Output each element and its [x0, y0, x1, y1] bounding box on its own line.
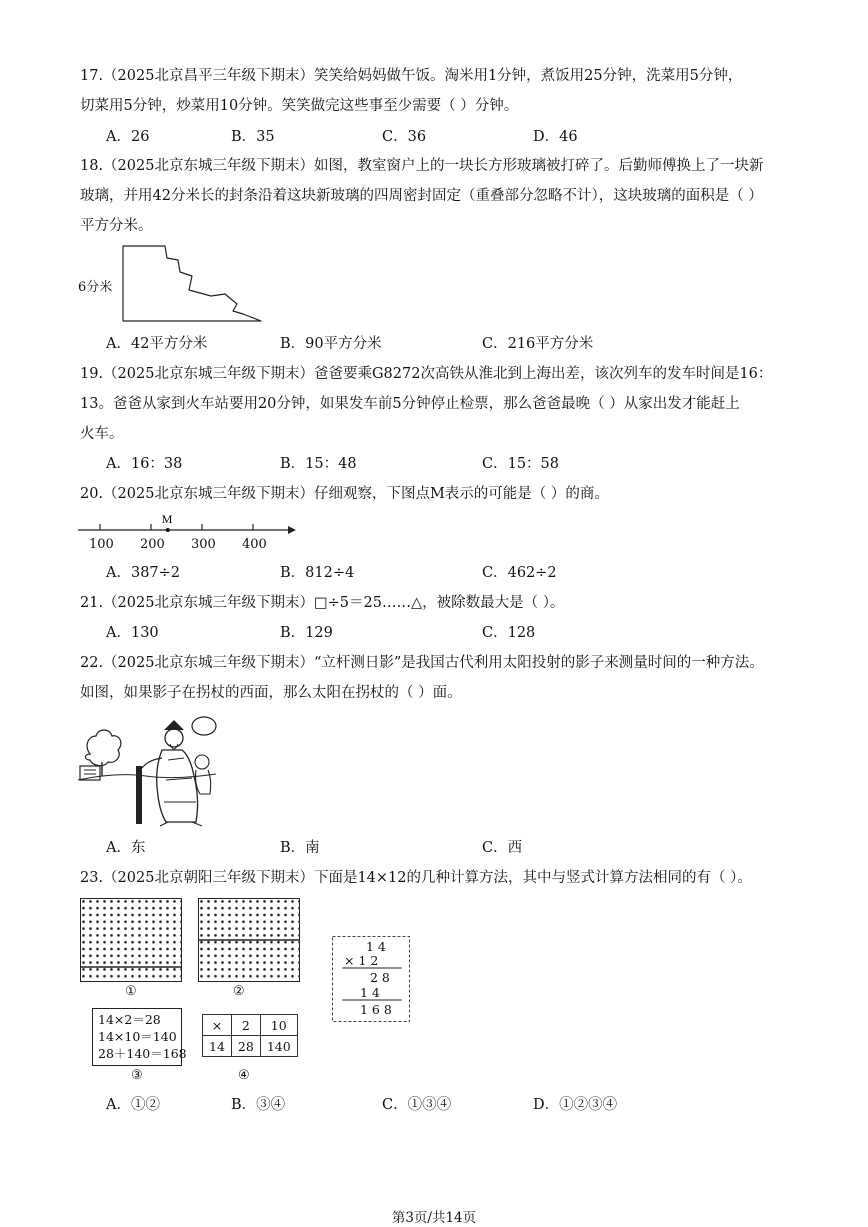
q22-text-line1: 22.（2025北京东城三年级下期末）“立杆测日影”是我国古代利用太阳投射的影子来测量时间的一种方法。: [80, 655, 764, 671]
q22-option-b[interactable]: B．南: [280, 840, 320, 856]
q18-option-a[interactable]: A．42平方分米: [106, 336, 208, 352]
q17-option-a[interactable]: A．26: [106, 129, 150, 145]
method-3-line-3: 28＋140＝168: [98, 1046, 187, 1061]
q18-option-b[interactable]: B．90平方分米: [280, 336, 382, 352]
page-footer: 第3页/共14页: [391, 1210, 477, 1226]
method-2-dot-grid: [198, 898, 300, 982]
q21-text-line1: 21.（2025北京东城三年级下期末）□÷5＝25……△，被除数最大是（ ）。: [80, 595, 565, 611]
q23-option-b[interactable]: B．③④: [231, 1097, 286, 1113]
q20-option-a[interactable]: A．387÷2: [106, 565, 181, 581]
tick-label-400: 400: [242, 537, 267, 552]
q17-text-line2: 切菜用5分钟，炒菜用10分钟。笑笑做完这些事至少需要（ ）分钟。: [80, 98, 519, 114]
q21-option-b[interactable]: B．129: [280, 625, 333, 641]
q23-option-c[interactable]: C．①③④: [382, 1097, 452, 1113]
sundial-illustration: [76, 710, 226, 832]
method-3-label: ③: [131, 1068, 143, 1083]
q19-option-a[interactable]: A．16：38: [106, 456, 183, 472]
method-4-label: ④: [238, 1068, 250, 1083]
vertical-line-2: × 1 2: [344, 953, 379, 968]
broken-glass-figure: [115, 242, 265, 324]
vertical-line-3: 2 8: [370, 970, 390, 985]
q22-option-a[interactable]: A．东: [106, 840, 146, 856]
vertical-line-4: 1 4: [360, 985, 380, 1000]
tick-label-200: 200: [140, 537, 165, 552]
method-4-row-28: 28: [231, 1036, 260, 1057]
point-m-label: M: [161, 512, 173, 526]
vertical-line-1: 1 4: [366, 939, 386, 954]
q18-text-line1: 18.（2025北京东城三年级下期末）如图，教室窗户上的一块长方形玻璃被打碎了。后勤师傅换上了一块新: [80, 158, 764, 174]
method-4-row-140: 140: [260, 1036, 297, 1057]
q17-text-line1: 17.（2025北京昌平三年级下期末）笑笑给妈妈做午饭。淘米用1分钟，煮饭用25分钟，洗菜用5分钟，: [80, 68, 743, 84]
q19-option-c[interactable]: C．15：58: [482, 456, 559, 472]
q20-option-c[interactable]: C．462÷2: [482, 565, 557, 581]
q22-option-c[interactable]: C．西: [482, 840, 523, 856]
q23-option-a[interactable]: A．①②: [106, 1097, 160, 1113]
method-4-header-10: 10: [260, 1015, 297, 1036]
q18-option-c[interactable]: C．216平方分米: [482, 336, 594, 352]
method-4-row-14: 14: [203, 1036, 232, 1057]
q19-option-b[interactable]: B．15：48: [280, 456, 357, 472]
vertical-line-5: 1 6 8: [360, 1002, 392, 1017]
q21-option-c[interactable]: C．128: [482, 625, 536, 641]
q20-option-b[interactable]: B．812÷4: [280, 565, 355, 581]
tick-label-100: 100: [89, 537, 114, 552]
q18-figure-height-label: 6分米: [78, 280, 113, 295]
q21-option-a[interactable]: A．130: [106, 625, 159, 641]
method-1-dot-grid: [80, 898, 182, 982]
q17-option-d[interactable]: D．46: [533, 129, 578, 145]
method-2-label: ②: [233, 984, 245, 999]
q23-text-line1: 23.（2025北京朝阳三年级下期末）下面是14×12的几种计算方法，其中与竖式计算方法相同的有（ ）。: [80, 870, 752, 886]
point-m-marker: [166, 528, 170, 532]
q19-text-line2: 13。爸爸从家到火车站要用20分钟，如果发车前5分钟停止检票，那么爸爸最晚（ ）从家出发才能赶上: [80, 396, 740, 412]
tick-label-300: 300: [191, 537, 216, 552]
method-1-label: ①: [125, 984, 137, 999]
q22-text-line2: 如图，如果影子在拐杖的西面，那么太阳在拐杖的（ ）面。: [80, 685, 462, 701]
q20-text-line1: 20.（2025北京东城三年级下期末）仔细观察，下图点M表示的可能是（ ）的商。: [80, 486, 609, 502]
method-3-line-1: 14×2＝28: [98, 1012, 161, 1027]
q23-option-d[interactable]: D．①②③④: [533, 1097, 618, 1113]
method-4-header-op: ×: [203, 1015, 232, 1036]
q19-text-line3: 火车。: [80, 426, 124, 442]
q19-text-line1: 19.（2025北京东城三年级下期末）爸爸要乘G8272次高铁从淮北到上海出差，该次列车的发车时间是16：: [80, 366, 773, 382]
q18-text-line3: 平方分米。: [80, 218, 153, 234]
q17-option-b[interactable]: B．35: [231, 129, 275, 145]
q18-text-line2: 玻璃，并用42分米长的封条沿着这块新玻璃的四周密封固定（重叠部分忽略不计），这块玻璃的面积是（ ）: [80, 188, 763, 204]
q17-option-c[interactable]: C．36: [382, 129, 427, 145]
method-4-table: [202, 1014, 298, 1057]
method-3-line-2: 14×10＝140: [98, 1029, 177, 1044]
method-4-header-2: 2: [231, 1015, 260, 1036]
